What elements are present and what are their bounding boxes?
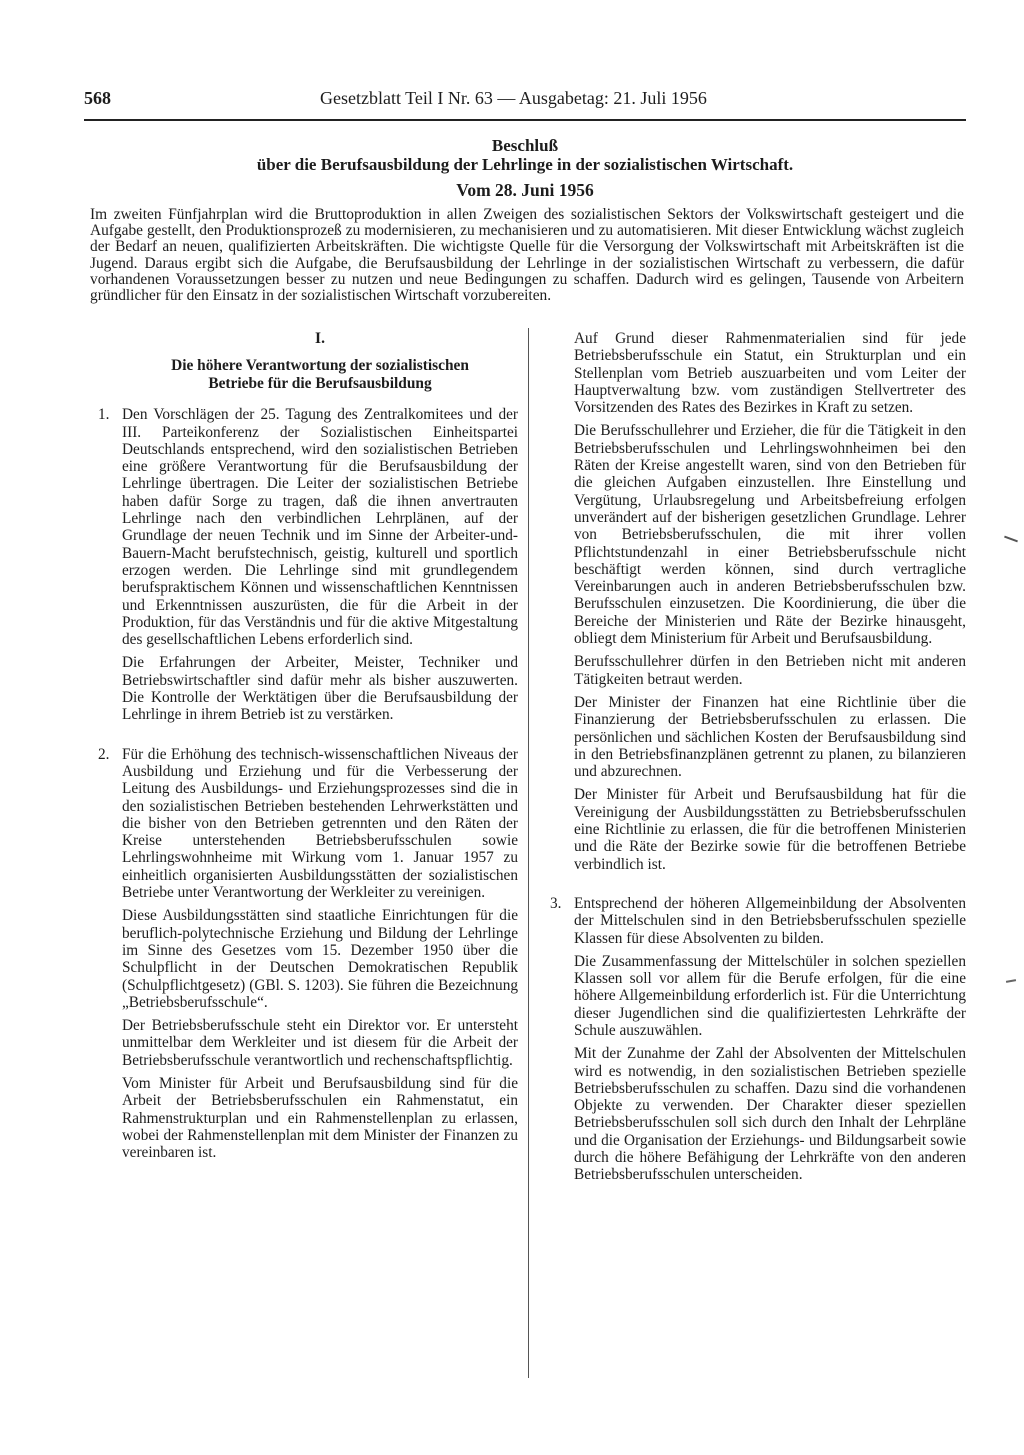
document-date: Vom 28. Juni 1956 (456, 180, 594, 200)
spacer (574, 879, 966, 895)
paragraph: Der Betriebsberufsschule steht ein Direktor vor. Er untersteht unmittelbar dem Werkleiter und ist diesem für die Arbeit der Betriebsberufsschule verantwortlich und rechenschaftspflichtig. (122, 1017, 518, 1069)
paragraph: Den Vorschlägen der 25. Tagung des Zentralkomitees und der III. Parteikonferenz der Sozialistischen Einheitspartei Deutschlands entsprechend, wird den sozialistischen Betrieben eine größere Verantwortung für die Berufsausbildung der Lehrlinge übertragen. Die Leiter der sozialistischen Betriebe haben dafür Sorge zu tragen, daß die ihnen anvertrauten Lehrlinge nach den verbindlichen Lehrplänen, auf der Grundlage der neuen Technik und im Sinne der Arbeiter-und-Bauern-Macht berufstechnisch, geistig, kulturell und sportlich erzogen werden. Die Lehrlinge sind mit grundlegendem berufspraktischem Können und wissenschaftlichen Kenntnissen und Erkenntnissen auszurüsten, die für die Arbeit in der Produktion, für das Verständnis und für die aktive Mitgestaltung des gesellschaftlichen Lebens erforderlich sind. (122, 406, 518, 649)
paragraph: Die Zusammenfassung der Mittelschüler in solchen speziellen Klassen soll vor allem für die Berufe erfolgen, für die eine höhere Allgemeinbildung erforderlich ist. Für die Unterrichtung dieser Jugendlichen sind die qualifiziertesten Lehrkräfte der Schule auszuwählen. (574, 952, 966, 1039)
section-title (122, 357, 518, 392)
margin-mark (1006, 979, 1016, 983)
paragraph: Für die Erhöhung des technisch-wissenschaftlichen Niveaus der Ausbildung und Erziehung und für die Verbesserung der Leitung des Ausbildungs- und Erziehungsprozesses sind die in den sozialistischen Betrieben bestehenden Lehrwerkstätten und die bisher von den Betrieben getrennten und den Räten der Kreise unterstehenden Betriebsberufsschulen sowie Lehrlingswohnheime mit Wirkung vom 1. Januar 1957 zu einheitlich organisierten Ausbildungsstätten der sozialistischen Betriebe unter Verantwortung der Werkleiter zu vereinigen. (122, 745, 518, 902)
paragraph: Entsprechend der höheren Allgemeinbildung der Absolventen der Mittelschulen sind in den Betriebsberufsschulen spezielle Klassen für diese Absolventen zu bilden. (574, 894, 966, 947)
section-number: I. (315, 330, 325, 347)
item-number: 2. (98, 745, 110, 763)
header-rule (84, 119, 966, 121)
item-number: 1. (98, 406, 110, 424)
section-title-line: Die höhere Verantwortung der sozialistischen (171, 357, 469, 375)
running-head: Gesetzblatt Teil I Nr. 63 — Ausgabetag: 21. Juli 1956 (320, 88, 707, 108)
page-number: 568 (84, 88, 111, 108)
item-number: 3. (550, 894, 562, 912)
page-header (84, 88, 964, 114)
numbered-item-3 (550, 894, 966, 1184)
paragraph: Auf Grund dieser Rahmenmaterialien sind für jede Betriebsberufsschule ein Statut, ein Strukturplan und ein Stellenplan vom Betrieb auszuarbeiten und vom Leiter der Hauptverwaltung bzw. vom zuständigen Stellvertreter des Vorsitzenden des Rates des Bezirkes in Kraft zu setzen. (574, 330, 966, 417)
margin-mark (1004, 536, 1018, 543)
spacer (122, 730, 518, 746)
numbered-item-2 (98, 745, 518, 1162)
paragraph: Die Erfahrungen der Arbeiter, Meister, Techniker und Betriebswirtschaftler sind dafür mehr als bisher auszuwerten. Die Kontrolle der Werktätigen über die Berufsausbildung der Lehrlinge in ihrem Betrieb ist zu verstärken. (122, 654, 518, 724)
paragraph: Der Minister für Arbeit und Berufsausbildung hat für die Vereinigung der Ausbildungsstätten zu Betriebsberufsschulen eine Richtlinie zu erlassen, die für die betroffenen Ministerien und die Räte der Bezirke sowie für die betroffenen Betriebe verbindlich ist. (574, 786, 966, 873)
paragraph: Berufsschullehrer dürfen in den Betrieben nicht mit anderen Tätigkeiten betraut werden. (574, 653, 966, 688)
preamble: Im zweiten Fünfjahrplan wird die Bruttoproduktion in allen Zweigen des sozialistischen Sektors der Volkswirtschaft gesteigert und die Aufgabe gestellt, den Produktionsprozeß zu modernisieren, zu mechanisieren und zu automatisieren. Mit dieser Entwicklung wächst zugleich der Bedarf an neuen, qualifizierten Arbeitskräften. Die wichtigste Quelle für die Versorgung der Volkswirtschaft mit Arbeitskräften ist die Jugend. Daraus ergibt sich die Aufgabe, die Berufsausbildung der Lehrlinge in der sozialistischen Wirtschaft zu verbessern, die dafür vorhandenen Voraussetzungen besser zu nutzen und neue Bedingungen zu schaffen. Dadurch wird es gelingen, Tausende von Arbeitern gründlicher für den Einsatz in der sozialistischen Wirtschaft vorzubereiten. (90, 206, 964, 305)
right-column (550, 330, 966, 1190)
document-subtitle: über die Berufsausbildung der Lehrlinge in der sozialistischen Wirtschaft. (256, 155, 794, 174)
section-title-line: Betriebe für die Berufsausbildung (208, 374, 432, 392)
paragraph: Vom Minister für Arbeit und Berufsausbildung sind für die Arbeit der Betriebsberufsschulen ein Rahmenstatut, ein Rahmenstrukturplan und ein Rahmenstellenplan zu erlassen, wobei der Rahmenstellenplan mit dem Minister der Finanzen zu vereinbaren ist. (122, 1074, 518, 1162)
numbered-item-1 (98, 406, 518, 724)
left-column (98, 330, 518, 1167)
paragraph: Mit der Zunahme der Zahl der Absolventen der Mittelschulen wird es notwendig, in den sozialistischen Betrieben spezielle Betriebsberufsschulen zu schaffen. Dazu sind die vorhandenen Objekte zu verwenden. Der Charakter dieser speziellen Betriebsberufsschulen soll sich durch den Inhalt der Lehrpläne und die Organisation der Erziehungs- und Bildungsarbeit sowie durch die höhere Befähigung der Lehrkräfte von den anderen Betriebsberufsschulen unterscheiden. (574, 1045, 966, 1184)
paragraph: Diese Ausbildungsstätten sind staatliche Einrichtungen für die beruflich-polytechnische Erziehung und Bildung der Lehrlinge im Sinne des Gesetzes vom 15. Dezember 1950 über die Schulpflicht in der Deutschen Demokratischen Republik (Schulpflichtgesetz) (GBl. S. 1203). Sie führen die Bezeichnung „Betriebsberufsschule“. (122, 907, 518, 1011)
document-title: Beschluß (491, 136, 559, 155)
paragraph: Die Berufsschullehrer und Erzieher, die für die Tätigkeit in den Betriebsberufsschulen und Lehrlingswohnheimen bei den Räten der Kreise angestellt waren, sind von den Betrieben für die gleichen Aufgaben einzustellen. Ihre Einstellung und Vergütung, Urlaubsregelung und Arbeitsbefreiung erfolgen unverändert auf der bisherigen gesetzlichen Grundlage. Lehrer von Betriebsberufsschulen, die mit ihrer vollen Pflichtstundenzahl in einer Betriebsberufsschule nicht beschäftigt werden können, sind durch vertragliche Vereinbarungen auch in anderen Betriebsberufsschulen bzw. Berufsschulen einzusetzen. Die Koordinierung, die über die Bereiche der Ministerien und Räte der Bezirke hinausgeht, obliegt dem Ministerium für Arbeit und Berufsausbildung. (574, 422, 966, 648)
paragraph: Der Minister der Finanzen hat eine Richtlinie über die Finanzierung der Betriebsberufsschulen zu erlassen. Die persönlichen und sächlichen Kosten der Berufsausbildung sind in den Betriebsfinanzplänen getrennt zu planen, zu bilanzieren und abzurechnen. (574, 693, 966, 781)
column-divider (528, 328, 529, 1378)
